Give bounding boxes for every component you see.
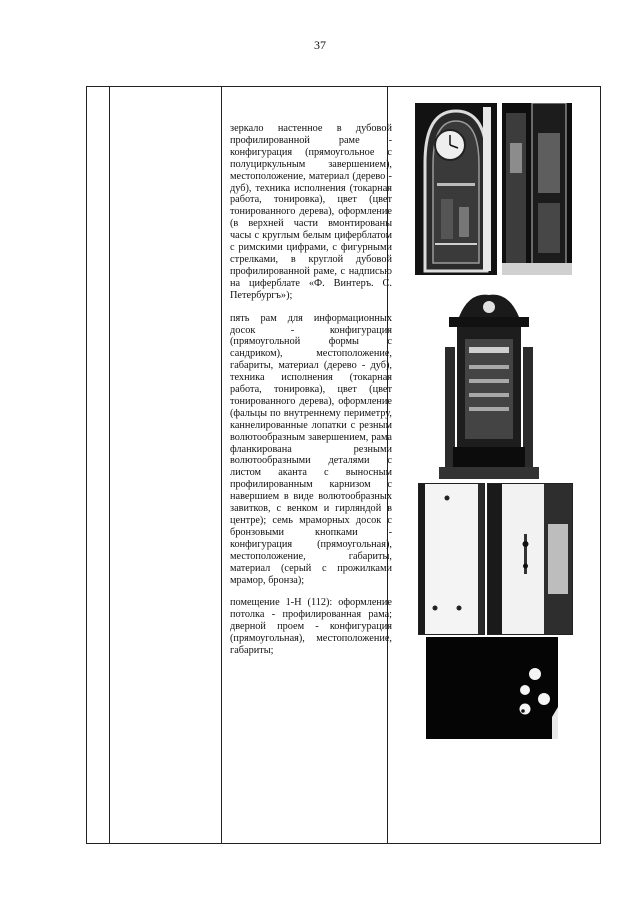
paragraph-room: помещение 1-Н (112): оформление потолка - профилированная рама; дверной проем - конфигурация (прямоугольная), местоположение, габариты; xyxy=(230,597,392,657)
photo-marble-board xyxy=(418,483,485,635)
photo-carved-frame xyxy=(429,287,549,479)
paragraph-frames: пять рам для информационных досок - конфигурация (прямоугольной формы с сандриком), местоположение, габариты, материал (дерево - дуб), техника исполнения (токарная работа, тонировка), цвет (цвет тонированного дерева), оформление (фальцы по внутреннему периметру, каннелированные лопатки с резным волютообразным завершением, рама фланкирована резными волютообразными деталями с листом аканта с выносным профилированным карнизом с навершием в виде волютообразных завитков, с венком и гирляндой в центре); семь мраморных досок с бронзовыми кнопками - конфигурация (прямоугольная), местоположение, габариты, материал (серый с прожилками мрамор, бронза); xyxy=(230,312,392,586)
photo-door-detail xyxy=(487,483,573,635)
description-cell xyxy=(230,123,392,668)
photo-ceiling-lamps xyxy=(426,637,558,739)
column-divider-2 xyxy=(221,87,222,843)
page-number: 37 xyxy=(314,38,326,52)
object-table xyxy=(86,86,601,844)
column-divider-1 xyxy=(109,87,110,843)
photo-wall-detail xyxy=(502,103,572,275)
photo-mirror-clock xyxy=(415,103,497,275)
paragraph-mirror: зеркало настенное в дубовой профилированной раме - конфигурация (прямоугольное с полуциркульным завершением), местоположение, материал (дерево - дуб), техника исполнения (токарная работа, тонировка), цвет (цвет тонированного дерева), оформление (в верхней части вмонтированы часы с круглым белым циферблатом с римскими цифрами, с фигурными стрелками, в круглой дубовой профилированной раме, с надписью на циферблате «Ф. Винтеръ. С. Петербургъ»); xyxy=(230,123,392,301)
